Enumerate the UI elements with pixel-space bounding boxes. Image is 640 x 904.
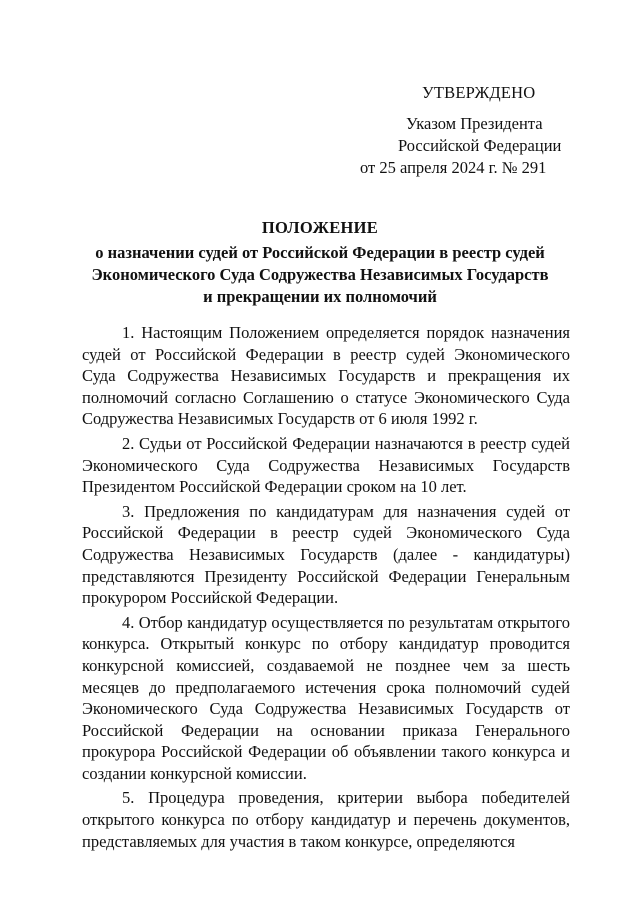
subtitle-line-3: и прекращении их полномочий (203, 287, 437, 306)
paragraph-5: 5. Процедура проведения, критерии выбора победителей открытого конкурса по отбору кандидатур и перечень документов, представляемых для участия в таком конкурсе, определяются (82, 788, 570, 851)
document-subtitle (70, 242, 570, 308)
document-title: ПОЛОЖЕНИЕ (261, 218, 379, 237)
approval-stamp: УТВЕРЖДЕНО (422, 83, 536, 102)
approval-line-date: от 25 апреля 2024 г. № 291 (360, 158, 547, 177)
approval-line-country: Российской Федерации (398, 136, 562, 155)
paragraph-3: 3. Предложения по кандидатурам для назначения судей от Российской Федерации в реестр судей Экономического Суда Содружества Независимых Государств (далее - кандидатуры) представляются Президенту Российской Федерации Генеральным прокурором Российской Федерации. (82, 501, 570, 608)
paragraph-4: 4. Отбор кандидатур осуществляется по результатам открытого конкурса. Открытый конкурс по отбору кандидатур проводится конкурсной комиссией, создаваемой не позднее чем за шесть месяцев до предполагаемого истечения срока полномочий судей Экономического Суда Содружества Независимых Государств от Российской Федерации на основании приказа Генерального прокурора Российской Федерации об объявлении такого конкурса и создании конкурсной комиссии. (82, 612, 570, 783)
document-body (82, 322, 570, 855)
paragraph-2: 2. Судьи от Российской Федерации назначаются в реестр судей Экономического Суда Содружества Независимых Государств Президентом Российской Федерации сроком на 10 лет. (82, 433, 570, 497)
paragraph-1: 1. Настоящим Положением определяется порядок назначения судей от Российской Федерации в реестр судей Экономического Суда Содружества Независимых Государств и прекращения их полномочий согласно Соглашению о статусе Экономического Суда Содружества Независимых Государств от 6 июля 1992 г. (82, 323, 570, 429)
subtitle-line-2: Экономического Суда Содружества Независимых Государств (91, 265, 549, 284)
approval-line-decree: Указом Президента (406, 114, 543, 133)
subtitle-line-1: о назначении судей от Российской Федерации в реестр судей (95, 243, 545, 262)
approval-block (360, 82, 570, 179)
